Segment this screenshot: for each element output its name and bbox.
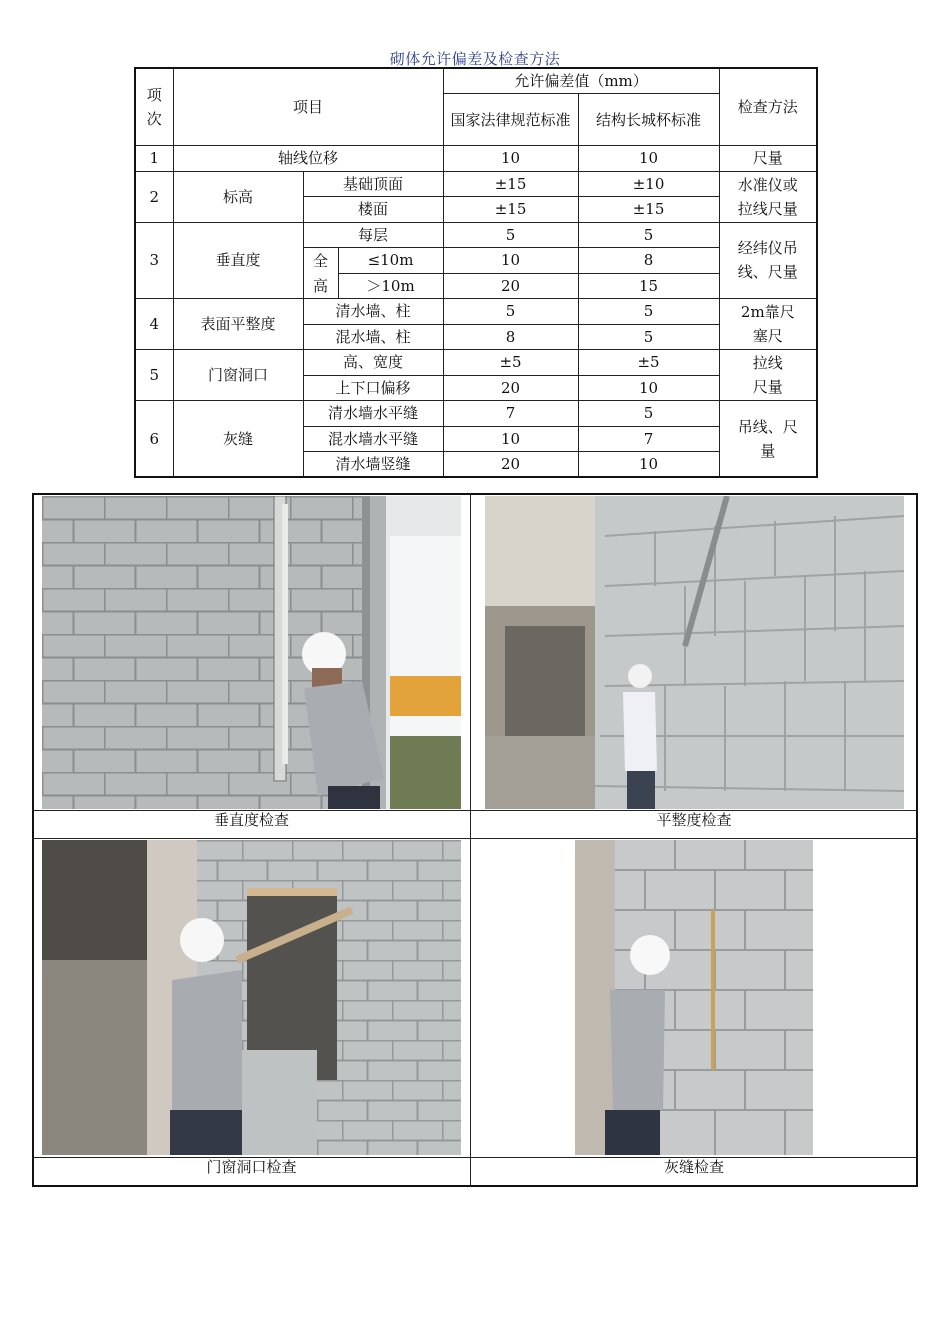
full-height-label-bottom: 高	[303, 273, 338, 299]
row-subitem: 上下口偏移	[303, 375, 443, 401]
cell-national: 10	[443, 146, 578, 172]
cell-national: 10	[443, 426, 578, 452]
row-item: 垂直度	[173, 222, 303, 299]
cell-greatwall: ±5	[578, 350, 719, 376]
row-subitem: 混水墙水平缝	[303, 426, 443, 452]
header-national: 国家法律规范标准	[443, 94, 578, 146]
row-no: 6	[135, 401, 173, 478]
cell-national: ±15	[443, 171, 578, 197]
row-item: 灰缝	[173, 401, 303, 478]
cell-method: 尺量	[719, 146, 817, 172]
cell-greatwall: 5	[578, 401, 719, 427]
row-subitem: 混水墙、柱	[303, 324, 443, 350]
row-item: 标高	[173, 171, 303, 222]
row-subitem: ＞10m	[338, 273, 443, 299]
row-no: 4	[135, 299, 173, 350]
cell-greatwall: 7	[578, 426, 719, 452]
cell-greatwall: ±10	[578, 171, 719, 197]
cell-national: ±15	[443, 197, 578, 223]
cell-greatwall: ±15	[578, 197, 719, 223]
caption-flatness: 平整度检查	[656, 811, 732, 829]
header-tolerance: 允许偏差值（mm）	[443, 68, 719, 94]
cell-greatwall: 8	[578, 248, 719, 274]
full-height-label-top: 全	[303, 248, 338, 274]
caption-opening: 门窗洞口检查	[206, 1158, 297, 1176]
row-subitem: 高、宽度	[303, 350, 443, 376]
header-greatwall: 结构长城杯标准	[578, 94, 719, 146]
cell-greatwall: 15	[578, 273, 719, 299]
caption-mortar-joint: 灰缝检查	[663, 1158, 724, 1176]
cell-national: ±5	[443, 350, 578, 376]
flatness-check-photo	[485, 496, 904, 809]
cell-greatwall: 5	[578, 324, 719, 350]
row-subitem: 清水墙竖缝	[303, 452, 443, 478]
cell-method: 水准仪或拉线尺量	[719, 171, 817, 222]
cell-greatwall: 10	[578, 146, 719, 172]
tolerance-table	[134, 67, 818, 478]
row-no: 2	[135, 171, 173, 222]
header-method: 检查方法	[719, 68, 817, 146]
cell-greatwall: 10	[578, 452, 719, 478]
caption-verticality: 垂直度检查	[213, 811, 289, 829]
cell-national: 5	[443, 299, 578, 325]
cell-method: 拉线尺量	[719, 350, 817, 401]
cell-national: 10	[443, 248, 578, 274]
row-subitem: 清水墙水平缝	[303, 401, 443, 427]
row-subitem: 每层	[303, 222, 443, 248]
cell-greatwall: 10	[578, 375, 719, 401]
row-no: 1	[135, 146, 173, 172]
cell-method: 经纬仪吊线、尺量	[719, 222, 817, 299]
header-item: 项目	[173, 68, 443, 146]
cell-national: 7	[443, 401, 578, 427]
row-item: 表面平整度	[173, 299, 303, 350]
grid-divider-vertical	[470, 493, 471, 1187]
row-item: 轴线位移	[173, 146, 443, 172]
document-title: 砌体允许偏差及检查方法	[389, 50, 561, 68]
cell-national: 20	[443, 273, 578, 299]
row-subitem: 楼面	[303, 197, 443, 223]
grid-divider-middle	[32, 838, 918, 839]
cell-national: 5	[443, 222, 578, 248]
row-subitem: 基础顶面	[303, 171, 443, 197]
row-item: 门窗洞口	[173, 350, 303, 401]
opening-check-photo	[42, 840, 461, 1155]
verticality-check-photo	[42, 496, 461, 809]
cell-greatwall: 5	[578, 222, 719, 248]
row-subitem: 清水墙、柱	[303, 299, 443, 325]
cell-national: 8	[443, 324, 578, 350]
cell-national: 20	[443, 375, 578, 401]
header-item-no: 项次	[135, 68, 173, 146]
row-no: 3	[135, 222, 173, 299]
cell-method: 吊线、尺量	[719, 401, 817, 478]
mortar-joint-check-photo	[575, 840, 813, 1155]
row-subitem: ≤10m	[338, 248, 443, 274]
cell-greatwall: 5	[578, 299, 719, 325]
cell-national: 20	[443, 452, 578, 478]
row-no: 5	[135, 350, 173, 401]
cell-method: 2m靠尺塞尺	[719, 299, 817, 350]
